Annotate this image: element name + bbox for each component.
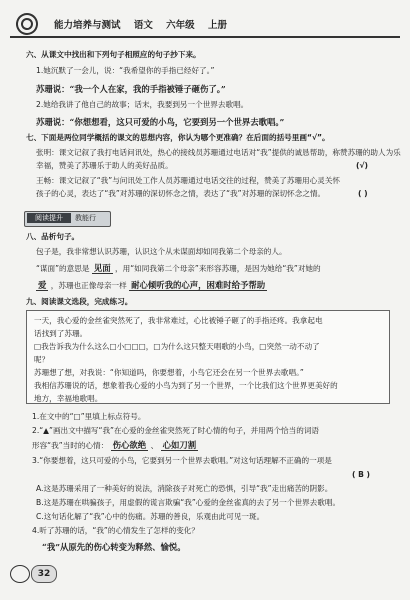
passage-line-2: 话找到了苏珊。 [34, 329, 88, 338]
passage-line-6: 我相信苏珊说的话，想象着我心爱的小鸟为到了另一个世界，一个比我们这个世界更美好的 [34, 381, 338, 390]
s8-answer-meaning: 见面 [93, 263, 111, 273]
s7-zhang-line-2: 幸福，赞美了苏珊乐于助人的美好品质。 [36, 161, 173, 170]
s6-answer-1: 苏珊说：“我一个人在家，我的手指被锤子砸伤了。” [36, 84, 226, 94]
s7-zhang-line-1: 张明：课文记叙了我打电话问讯处，热心的接线员苏珊通过电话对“我”提供的诚恳帮助，称赞苏珊的助人为乐 [36, 148, 401, 157]
s9-q2-prefix: 形容“我”当时的心情： [32, 441, 109, 450]
s6-answer-2: 苏珊说：“你想想看，这只可爱的小鸟，它要到另一个世界去歌唱。” [36, 117, 285, 127]
s9-answer-4: “我”从原先的伤心转变为释然、愉悦。 [42, 542, 186, 552]
s7-wang-line-2: 孩子的心灵，表达了“我”对苏珊的深切怀念之情，表达了“我”对苏珊的深切怀念之情。 [36, 189, 326, 198]
header-subject: 语文 [133, 20, 153, 31]
s7-wang-line-1: 王畅：课文记叙了“我”与问讯处工作人员苏珊通过电话交往的过程，赞美了苏珊用心灵关怀 [36, 176, 341, 185]
header-book-title: 能力培养与测试 [54, 20, 121, 31]
header-grade: 六年级 [166, 20, 195, 31]
header-volume: 上册 [207, 20, 227, 31]
s8-answer-love: 爱 [38, 280, 47, 290]
s8-text-3 [36, 280, 267, 291]
passage-line-4: 呢？ [34, 355, 50, 364]
leaf-icon [10, 565, 30, 583]
page-header [10, 12, 400, 38]
s9-question-1: 1.在文中的“□”里填上标点符号。 [32, 412, 146, 421]
s9-q3-mark: ( B ) [352, 470, 371, 479]
s9-option-c: C.这句话化解了“我”心中的伤痛。苏珊的善良，乐观由此可见一斑。 [36, 512, 265, 521]
page-number: 32 [31, 565, 57, 583]
s8-answer-help: 耐心倾听我的心声，困难时给予帮助 [131, 280, 266, 290]
section-9-title: 九、阅读课文选段，完成练习。 [26, 297, 133, 306]
s8-text-2-mid: ，用“如同我第二个母亲”来形容苏珊，是因为她给“我”对她的 [115, 264, 321, 273]
section-6-title: 六、从课文中找出和下列句子相照应的句子抄下来。 [26, 50, 201, 59]
s9-q2-answer-1: 伤心欲绝 [112, 440, 147, 450]
s8-text-1: 包子是，我非常想认识苏珊，认识这个从未谋面却如同我第二个母亲的人。 [36, 247, 287, 256]
section-7-title: 七、下面是两位同学概括的课文的思想内容，你认为哪个更准确？在后面的括号里画“√”。 [26, 133, 330, 142]
s6-question-1: 1.她沉默了一会儿，说：“我希望你的手指已经好了。” [36, 66, 215, 75]
passage-line-5: 苏珊想了想，对我说：“你知道吗，你要想着，小鸟它还会在另一个世界去歌唱。” [34, 368, 304, 377]
s9-question-2b: 形容“我”当时的心情： 伤心欲绝 、 心如刀割 [32, 440, 197, 450]
header-title [54, 17, 237, 31]
book-logo-icon [13, 10, 41, 38]
page-number-badge [10, 563, 56, 583]
s9-option-b: B.这是苏珊在哄骗孩子，用虚假的谎言欺骗“我”心爱的金丝雀真的去了另一个世界去歌唱。 [36, 498, 341, 507]
s7-wang-mark: ( ) [358, 189, 368, 198]
s9-question-4: 4.听了苏珊的话，“我”的心情发生了怎样的变化？ [32, 526, 199, 535]
passage-line-1: 一天，我心爱的金丝雀突然死了，我非常难过，心比被锤子砸了的手指还疼。我拿起电 [34, 316, 323, 325]
s6-question-2: 2.她给我讲了他自己的故事；话末，我要到另一个世界去歌唱。 [36, 100, 249, 109]
s9-option-a: A.这是苏珊采用了一种美好的说法，消除孩子对死亡的恐惧，引导“我”走出痛苦的阴影。 [36, 484, 333, 493]
banner-right-label: 教能行 [75, 214, 96, 222]
s7-zhang-mark: (√) [356, 161, 369, 170]
s8-text-2 [36, 263, 321, 274]
passage-line-3: □我告诉我为什么这么□小□□□，□为什么这只整天唱歌的小鸟，□突然一动不动了 [34, 342, 320, 351]
s9-q2-answer-2: 心如刀割 [162, 440, 197, 450]
banner-left-label: 阅读提升 [27, 213, 71, 223]
passage-line-7: 地方，幸福地歌唱。 [34, 394, 103, 403]
s8-text-3-mid: ，苏珊也正像母亲一样 [50, 281, 127, 290]
reading-banner [24, 211, 111, 227]
s8-text-2-prefix: “谋面”的意思是 [36, 264, 90, 273]
section-8-title: 八、品析句子。 [26, 232, 80, 241]
s9-question-2a: 2.“▲”画出文中描写“我”在心爱的金丝雀突然死了时心情的句子，并用两个恰当的词语 [32, 426, 320, 435]
s9-question-3: 3.“你要想着，这只可爱的小鸟，它要到另一个世界去歌唱。”对这句话理解不正确的一项是 [32, 456, 332, 465]
